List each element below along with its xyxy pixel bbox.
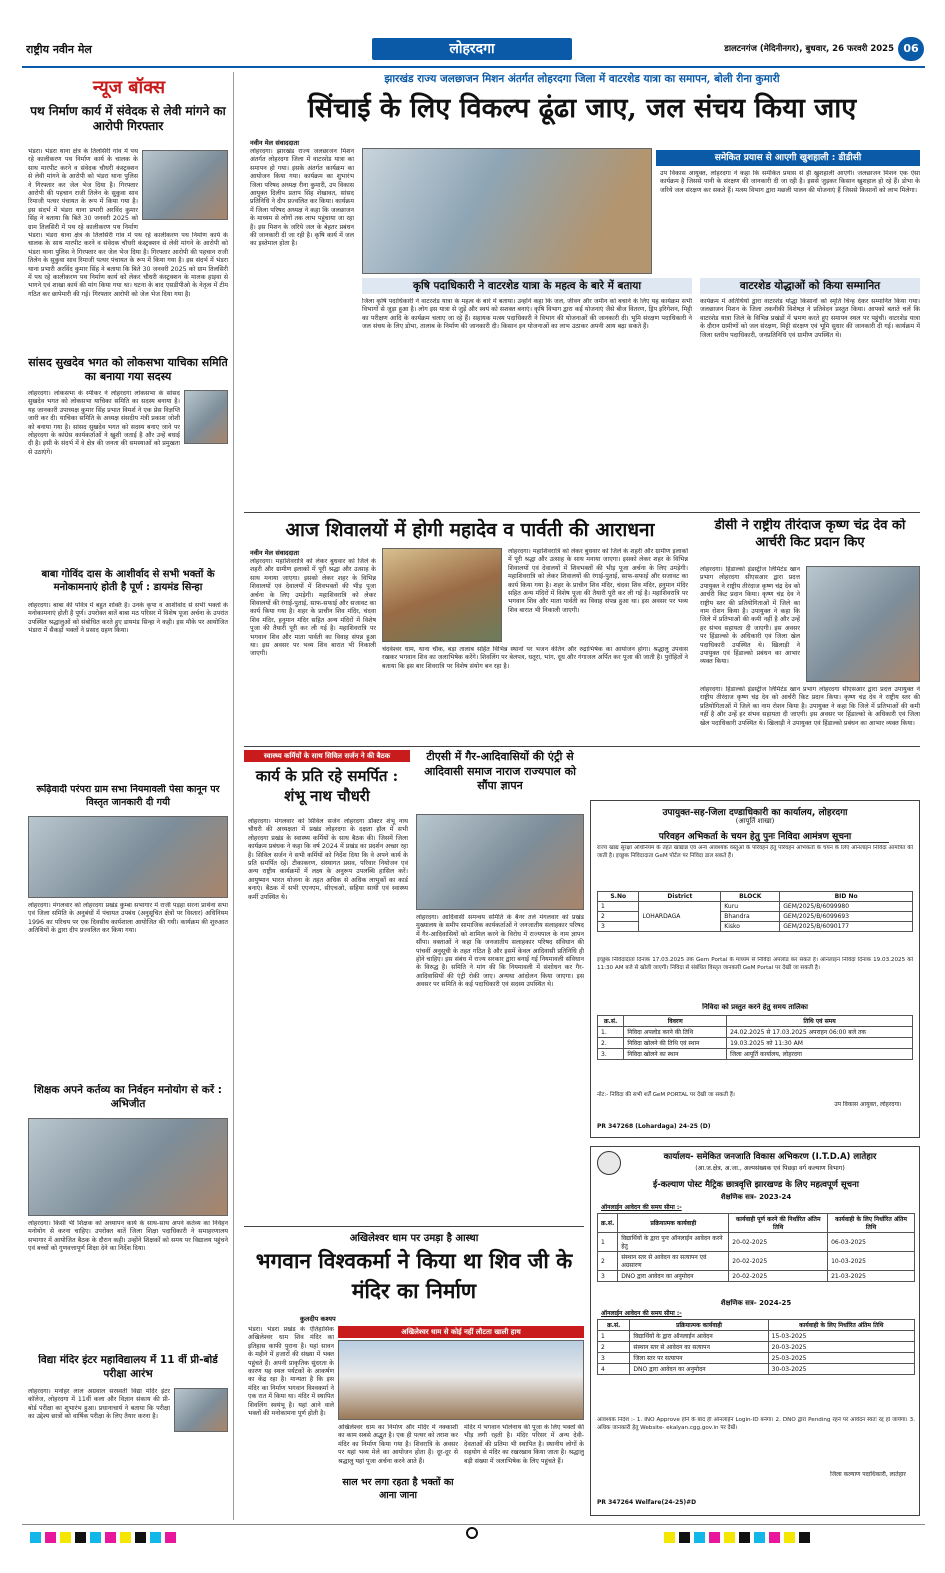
lead-headline: सिंचाई के लिए विकल्प ढूंढा जाए, जल संचय किया जाए bbox=[307, 93, 857, 124]
vish-headline: भगवान विश्वकर्मा ने किया था शिव जी के मंदिर का निर्माण bbox=[255, 1248, 573, 1303]
table-row: 2 Bhandra GEM/2025/B/6099693 bbox=[598, 912, 913, 922]
vish-body: भंडरा। भंडरा प्रखंड के ऐतिहासिक अखिलेश्वर धाम शिव मंदिर का इतिहास काफी पुराना है। यहां सावन के महीने में हजारों की संख्या में भक्त पहुंचते हैं। अपनी प्राकृतिक सुंदरता के कारण यह स्थल पर्यटकों के आकर्षण का केंद्र रहा है। मान्यता है कि इस मंदिर का निर्माण भगवान विश्वकर्मा ने एक रात में किया था। मंदिर में स्थापित शिवलिंग स्वयंभू है। यहां आने वाले भक्तों की मनोकामना पूर्ण होती है। bbox=[248, 1326, 334, 1418]
shivratri-body-col3: लोहरदगा। महाशिवरात्रि को लेकर बुधवार को जिले के शहरी और ग्रामीण इलाकों में पूरी श्रद्धा और उत्साह के साथ मनाया जाएगा। इसको लेकर शहर के विभिन्न शिवालयों एवं देवालयों में शिवभक्तों की भीड़ पूजा अर्चना के लिए उमड़ेगी। महाशिवरात्रि को लेकर शिवालयों की रंगाई-पुताई, साफ-सफाई और सजावट का कार्य किया गया है। शहर के प्राचीन शिव मंदिर, चंदवा शिव मंदिर, हनुमान मंदिर सहित अन्य मंदिरों में विशेष पूजा की तैयारी पूरी कर ली गई है। महाशिवरात्रि पर भगवान शिव और माता पार्वती का विवाह संपन्न हुआ था। इस अवसर पर भव्य शिव बारात भी निकाली जाएगी। bbox=[508, 548, 688, 614]
shivratri-headline: आज शिवालयों में होगी महादेव व पार्वती की आराधना bbox=[285, 519, 655, 541]
story-photo bbox=[142, 150, 228, 220]
schedule-table bbox=[597, 1015, 913, 1060]
itda-notice bbox=[590, 1146, 920, 1516]
itda-table-2: क्र.सं. प्रक्रियात्मक कार्यवाही कार्यवाही के लिए निर्धारित अंतिम तिथि 1 विद्यार्थियों के द्वारा ऑनलाईन आवेदन 15-03-2025 2 संस्थान स्तर से आवेदन का सत्यापन 20-03-2025 3 जिला स्तर पर सत्यापन 25-03-2025 4 DNO द्वारा आवेदन का अनुमोदन 30-03-2025 bbox=[597, 1319, 915, 1375]
lead-photo bbox=[362, 148, 652, 274]
mp-photo bbox=[184, 390, 228, 444]
itda-pr: PR 347264 Welfare(24-25)#D bbox=[597, 1499, 697, 1506]
story-body-continued: भंडरा। भंडरा थाना क्षेत्र के तिलसिरी गांव में पथ रहे कालीकरण पथ निर्माण कार्य के चालक के साथ मारपीट करने व संवेदक चौधरी कंस्ट्रक्शन से लेवी मांगने के आरोपी को भंडरा थाना पुलिस ने गिरफ्तार कर जेल भेज दिया है। गिरफ्तार आरोपी की पहचान राजी तिलेन के सुकुवा साव रिमाजी पत्थर पंचायत के रूप में किया गया है। इस संदर्भ में भंडरा थाना प्रभारी अरविंद कुमार सिंह ने बताया कि बिते 30 जनवरी 2025 को ग्राम तिलसिरी में पथ रहे कालीकरण पथ निर्माण कार्य को लेकर चौधरी कंस्ट्रक्शन के मालक हाइवा से भागने एवं शाखा कार्य की मांग किया गया था। घटना के बाद एसडीपीओ के नेतृत्व में टीम गठित कर छापेमारी की गई। गिरफ्तार आरोपी को जेल भेज दिया गया है। bbox=[28, 232, 228, 298]
notice-office: उपायुक्त-सह-जिला दण्डाधिकारी का कार्यालय, लोहरदगा bbox=[662, 808, 848, 818]
section-title: लोहरदगा bbox=[372, 38, 572, 60]
story-body: भंडरा। भंडरा थाना क्षेत्र के तिलसिरी गांव में पथ रहे कालीकरण पथ निर्माण कार्य के चालक के साथ मारपीट करने व संवेदक चौधरी कंस्ट्रक्शन से लेवी मांगने के आरोपी को भंडरा थाना पुलिस ने गिरफ्तार कर जेल भेज दिया है। गिरफ्तार आरोपी की पहचान राजी तिलेन के सुकुवा साव रिमाजी पत्थर पंचायत के रूप में किया गया है। इस संदर्भ में भंडरा थाना प्रभारी अरविंद कुमार सिंह ने बताया कि बिते 30 जनवरी 2025 को ग्राम तिलसिरी में पथ रहे कालीकरण पथ निर्माण bbox=[28, 148, 138, 230]
vish-body-continued: अखिलेश्वर धाम का निर्माण और मंदिर में नक्काशी का काम सबसे अद्भुत है। एक ही पत्थर को तराश कर मंदिर का निर्माण किया गया है। शिवरात्रि के अवसर पर यहां भव्य मेले का आयोजन होता है। दूर-दूर से श्रद्धालु यहां पूजा अर्चना करने आते हैं। bbox=[338, 1424, 458, 1465]
dateline: डालटनगंज (मेदिनीनगर), बुधवार, 26 फरवरी 2025 bbox=[724, 44, 894, 54]
story-headline: सांसद सुखदेव भगत को लोकसभा याचिका समिति का बनाया गया सदस्य bbox=[28, 356, 228, 383]
table-row: 2 संस्थान स्तर से आवेदन का सत्यापन 20-03-2025 bbox=[598, 1342, 915, 1353]
bid-table bbox=[597, 891, 913, 932]
akhileshwar-dham-photo bbox=[338, 1340, 584, 1420]
story-body: लोहरदगा। किसी भी शिक्षक को अध्यापन कार्य के साथ-साथ अपने कर्तव्य का निर्वहन मनोयोग से करना चाहिए। उपरोक्त बातें जिला शिक्षा पदाधिकारी ने समाहरणालय सभागार में आयोजित बैठक के दौरान कही। उन्होंने शिक्षकों को समय पर विद्यालय पहुंचने एवं बच्चों को गुणवत्तापूर्ण शिक्षा देने का निर्देश दिया। bbox=[28, 1220, 228, 1253]
story-headline: पथ निर्माण कार्य में संवेदक से लेवी मांगने का आरोपी गिरफ्तार bbox=[30, 104, 226, 133]
shivratri-byline: नवीन मेल संवाददाता bbox=[250, 549, 299, 557]
civil-kicker: स्वास्थ्य कर्मियों के साथ सिविल सर्जन ने की बैठक bbox=[244, 750, 410, 762]
shivratri-body-continued: चंदवेश्वर धाम, थाना चौक, बड़ा तालाब सहित विभिन्न स्थानों पर भजन कीर्तन और रुद्राभिषेक का आयोजन होगा। श्रद्धालु उपवास रखकर भगवान शिव का जलाभिषेक करेंगे। शिवलिंग पर बेलपत्र, धतूरा, भांग, दूध और गंगाजल अर्पित कर पूजा की जाती है। पुरोहितों ने बताया कि इस बार शिवरात्रि पर विशेष संयोग बन रहा है। bbox=[382, 646, 688, 670]
session-2-sub: ऑनलाईन आवेदन की समय सीमा :- bbox=[601, 1310, 682, 1317]
dc-kit-body-continued: लोहरदगा। हिंडाल्को इंडस्ट्रीज लिमिटेड खान प्रभाग लोहरदगा सीएसआर द्वारा प्रदत्त उपायुक्त ने राष्ट्रीय तीरंदाज कृष्ण चंद्र देव को आर्चरी किट प्रदान किया। कृष्ण चंद्र देव ने राष्ट्रीय स्तर की प्रतियोगिताओं में जिले का नाम रोशन किया है। उपायुक्त ने कहा कि जिले में प्रतिभाओं की कमी नहीं है और उन्हें हर संभव सहायता दी जाएगी। इस अवसर पर हिंडाल्को के अधिकारी एवं जिला खेल पदाधिकारी उपस्थित थे। खिलाड़ी ने उपायुक्त एवं हिंडाल्को प्रबंधन का आभार व्यक्त किया। bbox=[700, 686, 920, 727]
table-row: 2 संस्थान स्तर से आवेदन का सत्यापन एवं अग्रसारण 20-02-2025 10-03-2025 bbox=[598, 1252, 915, 1271]
story-headline: बाबा गोविंद दास के आशीर्वाद से सभी भक्तों के मनोकामनाएं होती है पूर्ण : डायमंड सिन्हा bbox=[41, 569, 215, 593]
table-row: 2. निविदा खोलने की तिथि एवं स्थान 19.03.2025 को 11:30 AM bbox=[598, 1038, 913, 1049]
notice-title: परिवहन अभिकर्ता के चयन हेतु पुनः निविदा आमंत्रण सूचना bbox=[621, 829, 889, 843]
notice-note: नोट:- निविदा की सभी शर्तें GeM PORTAL पर देखी जा सकती हैं। bbox=[597, 1092, 735, 1098]
masthead bbox=[22, 36, 925, 64]
news-box-column bbox=[24, 72, 234, 1520]
lead-kicker: झारखंड राज्य जलछाजन मिशन अंतर्गत लोहरदगा जिला में वाटरशेड यात्रा का समापन, बोली रीना कुमारी bbox=[384, 73, 780, 85]
itda-sign: जिला कल्याण पदाधिकारी, लातेहार bbox=[830, 1471, 906, 1478]
paper-name: राष्ट्रीय नवीन मेल bbox=[26, 43, 92, 56]
divider bbox=[244, 1226, 584, 1227]
story-headline: विद्या मंदिर इंटर महाविद्यालय में 11 वीं प्री-बोर्ड परीक्षा आरंभ bbox=[38, 1354, 218, 1380]
dc-kit-photo bbox=[806, 566, 920, 682]
transport-notice bbox=[590, 800, 920, 1138]
session-1-sub: ऑनलाईन आवेदन की समय सीमा :- bbox=[601, 1204, 682, 1211]
story-body: लोहरदगा। मंगलवार को लोहरदगा प्रखंड कुम्बा सभागार में राजी पड़हा सरना प्रार्थना सभा एवं जिला समिति के अनुबंधों में पंचायत उपबंध (अनुसूचित क्षेत्रों पर विस्तार) अधिनियम 1996 का परिचय पर एक दिवसीय कार्यशाला आयोजित की गयी। कार्यक्रम की शुरुआत अतिथियों के द्वारा दीप प्रज्वलित कर किया गया। bbox=[28, 902, 228, 935]
itda-sub: (आ.ज.क्षेत्र, अ.जा., अल्पसंख्यक एवं पिछड़ा वर्ग कल्याण विभाग) bbox=[695, 1165, 845, 1172]
news-box-label: न्यूज बॉक्स bbox=[92, 77, 166, 98]
vish-byline: कुलदीप कश्यप bbox=[300, 1315, 336, 1323]
vish-photo-caption: अखिलेश्वर धाम से कोई नहीं लौटता खाली हाथ bbox=[338, 1326, 584, 1338]
table-row: 1 विद्यार्थियों के द्वारा पुनः ऑनलाईन आवेदन करने हेतु 20-02-2025 06-03-2025 bbox=[598, 1233, 915, 1252]
vish-pull-quote: साल भर लगा रहता है भक्तों का आना जाना bbox=[342, 1477, 454, 1501]
lead-sidebar-head: समेकित प्रयास से आएगी खुशहाली : डीडीसी bbox=[656, 150, 920, 166]
story-body: लोहरदगा। मनोहर लाल अग्रवाल सरस्वती विद्या मंदिर इंटर कॉलेज, लोहरदगा में 11वीं कला और विज्ञान संकाय की प्री-बोर्ड परीक्षा का शुभारंभ हुआ। प्रधानाचार्य ने बताया कि परीक्षा का उद्देश्य छात्रों को वार्षिक परीक्षा के लिए तैयार करना है। bbox=[28, 1388, 170, 1421]
session-1: शैक्षणिक सत्र- 2023-24 bbox=[720, 1193, 792, 1201]
tac-headline: टीएसी में गैर-आदिवासियों की एंट्री से आदिवासी समाज नाराज राज्यपाल को सौंपा ज्ञापन bbox=[424, 750, 576, 792]
yoddha-headline: वाटरशेड योद्धाओं को किया सम्मानित bbox=[700, 278, 920, 294]
itda-office: कार्यालय- समेकित जनजाति विकास अभिकरण (I.T.D.A) लातेहार bbox=[663, 1152, 877, 1162]
lead-byline: नवीन मेल संवाददाता bbox=[250, 139, 299, 147]
color-swatches bbox=[662, 1528, 922, 1540]
masthead-rule bbox=[22, 66, 925, 68]
story-body: लोहरदगा। बाबा की पवित्र में बहुत शक्ति है। उनके कृपा व आशीर्वाद से सभी भक्तों के मनोकामनाएं होती है पूर्ण। उपरोक्त बातें बाबा मठ परिसर में विशेष पूजा अर्चना के उपरांत उपस्थित श्रद्धालुओं को संबोधित करते हुए डायमंड सिन्हा ने कही। इस मौके पर आयोजित भंडारा में सैकड़ों भक्तों ने प्रसाद ग्रहण किया। bbox=[28, 602, 228, 635]
story-photo bbox=[28, 1118, 228, 1216]
story-photo bbox=[174, 1388, 228, 1432]
itda-notes: आवश्यक निर्देश :- 1. INO Approve होने के बाद ही ऑनलाईन Login-ID बनेगा। 2. DNO द्वारा Pending रहने पर आवेदन स्वतः रद्द हो जायेगा। 3. अधिक जानकारी हेतु Website- ekalyan.cgg.gov.in पर देखें। bbox=[597, 1417, 915, 1431]
color-registration-bar bbox=[22, 1524, 925, 1540]
temple-photo bbox=[382, 548, 502, 642]
table-row: 1. निविदा अपलोड करने की तिथि 24.02.2025 से 17.03.2025 अपराहन 06:00 बजे तक bbox=[598, 1027, 913, 1038]
vish-kicker: अखिलेश्वर धाम पर उमड़ा है आस्था bbox=[349, 1233, 479, 1244]
story-photo bbox=[28, 816, 228, 898]
divider bbox=[244, 512, 920, 513]
table-row: 3 DNO द्वारा आवेदन का अनुमोदन 20-02-2025 21-03-2025 bbox=[598, 1271, 915, 1282]
col-header: District bbox=[639, 892, 721, 902]
story-headline: रूढ़िवादी परंपरा ग्राम सभा नियमावली पेसा कानून पर विस्तृत जानकारी दी गयी bbox=[36, 784, 220, 808]
col-header: BLOCK bbox=[721, 892, 780, 902]
col-header: S.No bbox=[598, 892, 639, 902]
tac-photo bbox=[416, 814, 584, 910]
lead-body: लोहरदगा। झारखंड राज्य जलछाजन मिशन अंतर्गत लोहरदगा जिला में वाटरशेड यात्रा का समापन हो गया। इसके अंतर्गत कार्यक्रम का आयोजन किया गया। कार्यक्रम का शुभारंभ जिला परिषद अध्यक्ष रीना कुमारी, उप विकास आयुक्त दिलीप प्रताप सिंह शेखावत, सांसद प्रतिनिधि ने दीप प्रज्वलित कर किया। कार्यक्रम में जिला परिषद अध्यक्ष ने कहा कि जलछाजन के माध्यम से लोगों तक लाभ पहुंचाया जा रहा है। इस मिशन के जरिये जल के बेहतर प्रबंधन की जानकारी दी जा रही है। कृषि कार्य में जल का इस्तेमाल होता है। bbox=[250, 148, 354, 248]
civil-body: लोहरदगा। मंगलवार को सिविल सर्जन लोहरदगा डॉक्टर शंभू नाथ चौधरी की अध्यक्षता में प्रखंड लोहरदगा के दक्षता हॉल में सभी लोहरदगा प्रखंड के स्वास्थ्य कर्मियों के साथ बैठक की। जिसमें जिला कार्यक्रम प्रबंधक ने कहा कि वर्ष 2024 में प्रखंड का प्रदर्शन अच्छा रहा है। सिविल सर्जन ने सभी कर्मियों को निर्देश दिया कि वे अपने कार्य के प्रति समर्पित रहें। टीकाकरण, संस्थागत प्रसव, परिवार नियोजन एवं अन्य राष्ट्रीय कार्यक्रमों में लक्ष्य के अनुरूप उपलब्धि हासिल करें। आयुष्मान भारत योजना के तहत अधिक से अधिक लाभुकों का कार्ड बनाएं। बैठक में सभी एएनएम, सीएचओ, सहिया साथी एवं स्वास्थ्य कर्मी उपस्थित थे। bbox=[248, 818, 408, 901]
krishi-body: जिला कृषि पदाधिकारी ने वाटरशेड यात्रा के महत्व के बारे में बताया। उन्होंने कहा कि जल, जीवन और जमीन को बचाने के लिए यह कार्यक्रम सभी विभागों से जुड़ा हुआ है। लोग इस यात्रा से जुड़ें और स्वयं को सशक्त बनाएं। कृषि विभाग द्वारा कई योजनाएं जैसे बीज वितरण, ड्रिप इरिगेशन, मिट्टी का परीक्षण आदि के कार्यक्रम चलाए जा रहे हैं। सहायक मत्स्य पदाधिकारी ने विभाग की योजनाओं की जानकारी दी। भूमि संरक्षण पदाधिकारी ने जल संचय के लिए डोभा, तालाब के निर्माण की जानकारी दी। किसान इन योजनाओं का लाभ उठाकर अपनी आय बढ़ा सकते हैं। bbox=[362, 298, 692, 331]
district-cell: LOHARDAGA bbox=[639, 902, 721, 932]
vish-body-col3: मंदिर में भगवान भोलेनाथ की पूजा के लिए भक्तों की भीड़ लगी रहती है। मंदिर परिसर में अन्य देवी-देवताओं की प्रतिमा भी स्थापित है। स्थानीय लोगों के सहयोग से मंदिर का रखरखाव किया जाता है। श्रद्धालु बड़ी संख्या में जलाभिषेक के लिए पहुंचते हैं। bbox=[464, 1424, 584, 1465]
notice-sign: उप विकास आयुक्त, लोहरदगा। bbox=[834, 1101, 902, 1108]
divider bbox=[244, 746, 920, 747]
page-number: 06 bbox=[898, 37, 924, 61]
table-row: 3. निविदा खोलने का स्थान जिला आपूर्ति कार्यालय, लोहरदगा bbox=[598, 1049, 913, 1060]
emblem-icon bbox=[597, 1151, 621, 1175]
session-2: शैक्षणिक सत्र- 2024-25 bbox=[720, 1299, 792, 1307]
shivratri-body: लोहरदगा। महाशिवरात्रि को लेकर बुधवार को जिले के शहरी और ग्रामीण इलाकों में पूरी श्रद्धा और उत्साह के साथ मनाया जाएगा। इसको लेकर शहर के विभिन्न शिवालयों एवं देवालयों में शिवभक्तों की भीड़ पूजा अर्चना के लिए उमड़ेगी। महाशिवरात्रि को लेकर शिवालयों की रंगाई-पुताई, साफ-सफाई और सजावट का कार्य किया गया है। शहर के प्राचीन शिव मंदिर, चंदवा शिव मंदिर, हनुमान मंदिर सहित अन्य मंदिरों में विशेष पूजा की तैयारी पूरी कर ली गई है। महाशिवरात्रि पर भगवान शिव और माता पार्वती का विवाह संपन्न हुआ था। इस अवसर पर भव्य शिव बारात भी निकाली जाएगी। bbox=[250, 558, 376, 658]
notice-intro: राज्य खाद्य सुरक्षा अधिनियम के तहत खाद्यान्न एवं अन्य आवश्यक वस्तुओं के परिवहन हेतु परिवहन अभिकर्ता के चयन के लिए ऑनलाइन निविदा आमंत्रित की जाती है। इच्छुक निविदादाता GeM पोर्टल पर निविदा डाल सकते हैं। bbox=[597, 845, 913, 859]
dc-kit-headline: डीसी ने राष्ट्रीय तीरंदाज कृष्ण चंद्र देव को आर्चरी किट प्रदान किए bbox=[714, 518, 906, 550]
lead-sidebar-body: उप विकास आयुक्त, लोहरदगा ने कहा कि समेकित प्रयास से ही खुशहाली आएगी। जलछाजन मिशन एक ऐसा कार्यक्रम है जिससे पानी के संरक्षण की जानकारी दी जा रही है। इससे जुड़कर किसान खुशहाल हो रहे हैं। डोभा के जरिये जल संरक्षण कर सकते हैं। मत्स्य विभाग द्वारा मछली पालन की योजनाएं हैं जिससे किसानों को लाभ मिलेगा। bbox=[660, 170, 920, 194]
notice-para: इच्छुक निविदादाता दिनांक 17.03.2025 तक Gem Portal के माध्यम से निविदा अपलोड कर सकते हैं। ऑनलाइन निविदा दिनांक 19.03.2025 को 11:30 AM बजे से खोली जाएगी। निविदा से संबंधित विस्तृत जानकारी GeM Portal पर देखी जा सकती है। bbox=[597, 957, 913, 971]
table-row: 1 विद्यार्थियों के द्वारा ऑनलाईन आवेदन 15-03-2025 bbox=[598, 1331, 915, 1342]
story-body: लोहरदगा। लोकसभा के स्पीकर ने लोहरदगा लोकसभा के सांसद सुखदेव भगत को लोकसभा याचिका समिति का सदस्य बनाया है। यह जानकारी उपाध्यक्ष कुमार सिंह प्रभात विमर्श ने एक प्रेस विज्ञप्ति जारी कर दी। याचिका समिति के अध्यक्ष संसदीय मंत्री प्रकाश जोशी को बनाया गया है। सांसद सुखदेव भगत को सदस्य बनाए जाने पर लोहरदगा के कांग्रेस कार्यकर्ताओं ने खुशी जताई है और उन्हें बधाई दी है। इसी के संदर्भ में वे क्षेत्र की जनता की समस्याओं को प्रमुखता से उठाएंगे। bbox=[28, 390, 180, 456]
table-row: 4 DNO द्वारा आवेदन का अनुमोदन 30-03-2025 bbox=[598, 1364, 915, 1375]
schedule-head: निविदा को प्रस्तुत करने हेतु समय तालिका bbox=[702, 1003, 808, 1011]
itda-title: ई-कल्याण पोस्ट मैट्रिक छात्रवृत्ति झारखण्ड के लिए महत्वपूर्ण सूचना bbox=[653, 1180, 859, 1190]
col-header: BID No bbox=[780, 892, 913, 902]
table-row: 3 जिला स्तर पर सत्यापन 25-03-2025 bbox=[598, 1353, 915, 1364]
dc-kit-body: लोहरदगा। हिंडाल्को इंडस्ट्रीज लिमिटेड खान प्रभाग लोहरदगा सीएसआर द्वारा प्रदत्त उपायुक्त ने राष्ट्रीय तीरंदाज कृष्ण चंद्र देव को आर्चरी किट प्रदान किया। कृष्ण चंद्र देव ने राष्ट्रीय स्तर की प्रतियोगिताओं में जिले का नाम रोशन किया है। उपायुक्त ने कहा कि जिले में प्रतिभाओं की कमी नहीं है और उन्हें हर संभव सहायता दी जाएगी। इस अवसर पर हिंडाल्को के अधिकारी एवं जिला खेल पदाधिकारी उपस्थित थे। खिलाड़ी ने उपायुक्त एवं हिंडाल्को प्रबंधन का आभार व्यक्त किया। bbox=[700, 566, 800, 666]
civil-headline: कार्य के प्रति रहे समर्पित : शंभू नाथ चौधरी bbox=[255, 767, 399, 805]
krishi-headline: कृषि पदाधिकारी ने वाटरशेड यात्रा के महत्व के बारे में बताया bbox=[362, 278, 692, 294]
notice-pr: PR 347268 (Lohardaga) 24-25 (D) bbox=[597, 1123, 711, 1130]
notice-sub: (आपूर्ति शाखा) bbox=[735, 817, 775, 825]
col-header: विवरण bbox=[624, 1016, 727, 1027]
table-row: 1 LOHARDAGA Kuru GEM/2025/B/6099980 bbox=[598, 902, 913, 912]
color-swatches bbox=[28, 1528, 288, 1540]
registration-mark-icon bbox=[466, 1527, 478, 1539]
yoddha-body: कार्यक्रम में अतिथियों द्वारा वाटरशेड योद्धा किसानों को स्मृति चिन्ह देकर सम्मानित किया गया। जलछाजन मिशन के जिला तकनीकी विशेषज्ञ ने प्रतिवेदन प्रस्तुत किया। आपको बताते चलें कि वाटरशेड यात्रा जिले के विभिन्न प्रखंडों में भ्रमण करते हुए समापन स्थल पर पहुंची। वाटरशेड यात्रा के दौरान ग्रामीणों को जल संरक्षण, मिट्टी संरक्षण एवं भूमि सुधार की जानकारी दी गई। कार्यक्रम में जिला स्तरीय पदाधिकारी, जनप्रतिनिधि एवं ग्रामीण उपस्थित थे। bbox=[700, 298, 920, 339]
table-row: 3 Kisko GEM/2025/B/6090177 bbox=[598, 922, 913, 932]
tac-body: लोहरदगा। आदिवासी समन्वय समिति के बैनर तले मंगलवार को प्रखंड मुख्यालय के समीप सामाजिक कार्यकर्ताओं ने जनजातीय सलाहकार परिषद में गैर-आदिवासियों को शामिल करने के विरोध में राज्यपाल के नाम ज्ञापन सौंपा। वक्ताओं ने कहा कि जनजातीय सलाहकार परिषद संविधान की पांचवीं अनुसूची के तहत गठित है और इसमें केवल आदिवासी प्रतिनिधि ही होने चाहिए। इस संबंध में राज्य सरकार द्वारा बनाई गई नियमावली संविधान के विरुद्ध है। समिति ने मांग की कि नियमावली में संशोधन कर गैर-आदिवासियों की एंट्री रोकी जाए। अन्यथा आंदोलन किया जाएगा। इस अवसर पर समिति के कई पदाधिकारी एवं सदस्य उपस्थित थे। bbox=[416, 914, 584, 989]
col-header: क्र.सं. bbox=[598, 1016, 624, 1027]
itda-table-1: क्र.सं. प्रक्रियात्मक कार्यवाही कार्यवाही पूर्ण करने की निर्धारित अंतिम तिथि कार्यवाही के लिए निर्धारित अंतिम तिथि 1 विद्यार्थियों के द्वारा पुनः ऑनलाईन आवेदन करने हेतु 20-02-2025 06-03-2025 2 संस्थान स्तर से आवेदन का सत्यापन एवं अग्रसारण 20-02-2025 10-03-2025 3 DNO द्वारा आवेदन का अनुमोदन 20-02-2025 21-03-2025 bbox=[597, 1213, 915, 1282]
story-headline: शिक्षक अपने कर्तव्य का निर्वहन मनोयोग से करें : अभिजीत bbox=[33, 1084, 222, 1110]
col-header: तिथि एवं समय bbox=[727, 1016, 913, 1027]
